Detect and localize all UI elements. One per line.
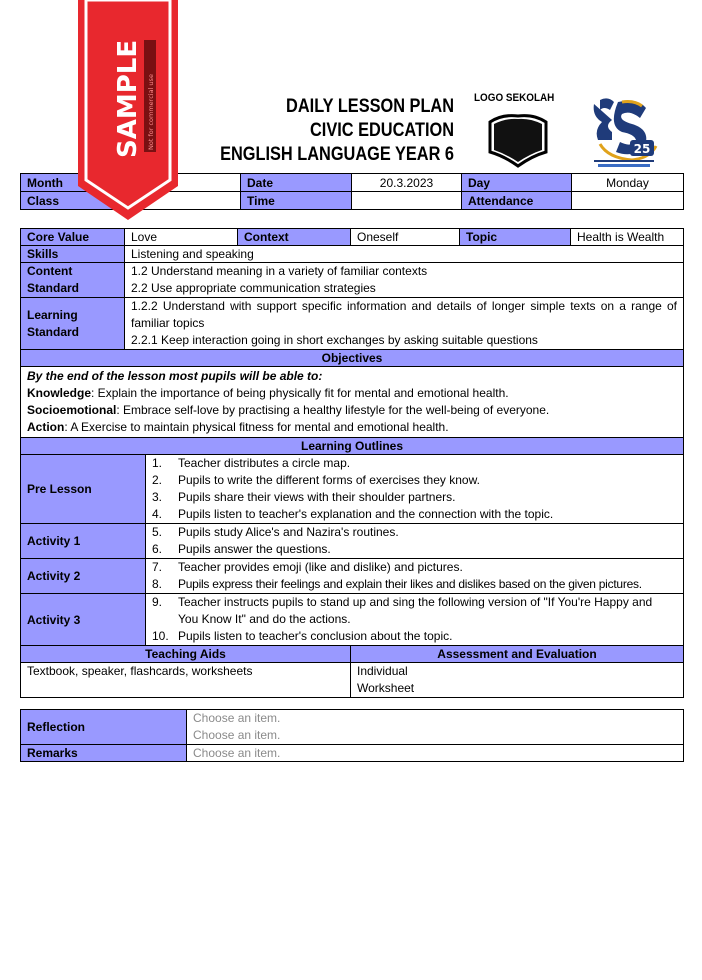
content-standard-1: 1.2 Understand meaning in a variety of familiar contexts bbox=[131, 264, 428, 278]
step-text: Teacher provides emoji (like and dislike) and pictures. bbox=[178, 560, 463, 574]
step-text: Pupils study Alice's and Nazira's routines. bbox=[178, 525, 399, 539]
list-item bbox=[146, 489, 683, 506]
attendance-value[interactable] bbox=[572, 192, 684, 210]
list-item bbox=[146, 594, 683, 628]
sample-watermark-ribbon bbox=[78, 0, 178, 220]
watermark-text: SAMPLE bbox=[113, 39, 143, 158]
step-number: 7. bbox=[152, 560, 163, 574]
plan-table bbox=[20, 228, 684, 698]
objective-action bbox=[27, 419, 677, 436]
knowledge-label: Knowledge bbox=[27, 386, 92, 400]
objective-knowledge bbox=[27, 385, 677, 402]
title-line-1: DAILY LESSON PLAN bbox=[286, 96, 454, 117]
content-standard-value[interactable] bbox=[125, 263, 684, 298]
teaching-aids-value[interactable]: Textbook, speaker, flashcards, worksheets bbox=[21, 663, 351, 698]
step-number: 1. bbox=[152, 456, 163, 470]
learning-label-line-1: Learning bbox=[27, 307, 78, 322]
step-number: 4. bbox=[152, 507, 163, 521]
activity-3-steps[interactable] bbox=[146, 594, 684, 646]
date-value[interactable]: 20.3.2023 bbox=[352, 174, 462, 192]
list-item bbox=[146, 559, 683, 576]
core-value[interactable]: Love bbox=[125, 229, 238, 246]
activity-2-label: Activity 2 bbox=[21, 559, 146, 594]
core-value-label: Core Value bbox=[21, 229, 125, 246]
content-standard-2: 2.2 Use appropriate communication strategies bbox=[131, 281, 376, 295]
activity-1-label: Activity 1 bbox=[21, 524, 146, 559]
learning-outlines-heading: Learning Outlines bbox=[21, 438, 684, 455]
context-label: Context bbox=[238, 229, 351, 246]
time-value[interactable] bbox=[352, 192, 462, 210]
assessment-line-2: Worksheet bbox=[357, 681, 415, 695]
step-text: Pupils listen to teacher's conclusion about the topic. bbox=[178, 629, 453, 643]
pre-lesson-label: Pre Lesson bbox=[21, 455, 146, 524]
objectives-heading: Objectives bbox=[21, 350, 684, 367]
anniversary-logo-icon bbox=[588, 96, 660, 168]
list-item bbox=[146, 524, 683, 541]
knowledge-text: : Explain the importance of being physically fit for mental and emotional health. bbox=[91, 386, 509, 400]
anniversary-badge-text: 25 bbox=[633, 142, 651, 156]
assessment-value[interactable] bbox=[351, 663, 684, 698]
step-number: 2. bbox=[152, 473, 163, 487]
learning-standard-label bbox=[21, 298, 125, 350]
title-line-3: ENGLISH LANGUAGE YEAR 6 bbox=[220, 144, 454, 165]
step-number: 3. bbox=[152, 490, 163, 504]
step-number: 8. bbox=[152, 577, 163, 591]
class-label: Class bbox=[21, 192, 133, 210]
step-text: Pupils listen to teacher's explanation and the connection with the topic. bbox=[178, 507, 554, 521]
step-number: 9. bbox=[152, 595, 163, 609]
assessment-heading: Assessment and Evaluation bbox=[351, 646, 684, 663]
pre-lesson-steps[interactable] bbox=[146, 455, 684, 524]
title-line-2: CIVIC EDUCATION bbox=[309, 120, 454, 141]
step-text: Teacher distributes a circle map. bbox=[178, 456, 351, 470]
socio-text: : Embrace self-love by practising a healthy lifestyle for the well-being of everyone. bbox=[116, 403, 550, 417]
step-number: 10. bbox=[152, 629, 169, 643]
action-label: Action bbox=[27, 420, 65, 434]
list-item bbox=[146, 472, 683, 489]
reflection-table bbox=[20, 709, 684, 762]
reflection-label: Reflection bbox=[21, 710, 187, 745]
page-title bbox=[220, 95, 454, 167]
learning-standard-2: 2.2.1 Keep interaction going in short exchanges by asking suitable questions bbox=[131, 333, 538, 347]
step-text: Pupils share their views with their shoulder partners. bbox=[178, 490, 456, 504]
step-number: 6. bbox=[152, 542, 163, 556]
skills-value[interactable]: Listening and speaking bbox=[125, 246, 684, 263]
content-label-line-1: Content bbox=[27, 264, 73, 278]
list-item bbox=[146, 506, 683, 523]
objective-socioemotional bbox=[27, 402, 677, 419]
step-text: Pupils answer the questions. bbox=[178, 542, 331, 556]
activity-1-steps[interactable] bbox=[146, 524, 684, 559]
socio-label: Socioemotional bbox=[27, 403, 117, 417]
remarks-dropdown[interactable]: Choose an item. bbox=[187, 745, 684, 762]
learning-label-line-2: Standard bbox=[27, 324, 80, 339]
list-item bbox=[146, 628, 683, 645]
skills-label: Skills bbox=[21, 246, 125, 263]
school-logo-label: LOGO SEKOLAH bbox=[474, 92, 555, 104]
school-logo-shield-icon bbox=[480, 112, 556, 168]
objectives-body[interactable] bbox=[21, 367, 684, 438]
activity-3-label: Activity 3 bbox=[21, 594, 146, 646]
month-label: Month bbox=[21, 174, 133, 192]
step-text: Pupils to write the different forms of exercises they know. bbox=[178, 473, 480, 487]
time-label: Time bbox=[241, 192, 352, 210]
objectives-intro: By the end of the lesson most pupils will be able to: bbox=[27, 369, 323, 383]
topic-label: Topic bbox=[460, 229, 571, 246]
teaching-aids-heading: Teaching Aids bbox=[21, 646, 351, 663]
list-item bbox=[146, 576, 683, 593]
assessment-line-1: Individual bbox=[357, 664, 408, 678]
activity-2-steps[interactable] bbox=[146, 559, 684, 594]
attendance-label: Attendance bbox=[462, 192, 572, 210]
content-standard-label bbox=[21, 263, 125, 298]
reflection-value[interactable] bbox=[187, 710, 684, 745]
learning-standard-1: 1.2.2 Understand with support specific information and details of longer simple texts on a range of familiar topics bbox=[131, 299, 677, 330]
list-item bbox=[146, 455, 683, 472]
date-label: Date bbox=[241, 174, 352, 192]
list-item bbox=[146, 541, 683, 558]
learning-standard-value[interactable] bbox=[125, 298, 684, 350]
context-value[interactable]: Oneself bbox=[351, 229, 460, 246]
reflection-dropdown-1[interactable]: Choose an item. bbox=[193, 711, 281, 725]
action-text: : A Exercise to maintain physical fitness for mental and emotional health. bbox=[64, 420, 449, 434]
remarks-label: Remarks bbox=[21, 745, 187, 762]
topic-value[interactable]: Health is Wealth bbox=[571, 229, 684, 246]
content-label-line-2: Standard bbox=[27, 281, 80, 295]
day-value[interactable]: Monday bbox=[572, 174, 684, 192]
step-text: Pupils express their feelings and explain their likes and dislikes based on the given pictures. bbox=[178, 577, 642, 591]
day-label: Day bbox=[462, 174, 572, 192]
reflection-dropdown-2[interactable]: Choose an item. bbox=[193, 728, 281, 742]
step-number: 5. bbox=[152, 525, 163, 539]
watermark-subtext: Not for commercial use bbox=[147, 74, 155, 150]
step-text: Teacher instructs pupils to stand up and sing the following version of "If You're Happy and You Know It" and do the actions. bbox=[178, 595, 653, 626]
